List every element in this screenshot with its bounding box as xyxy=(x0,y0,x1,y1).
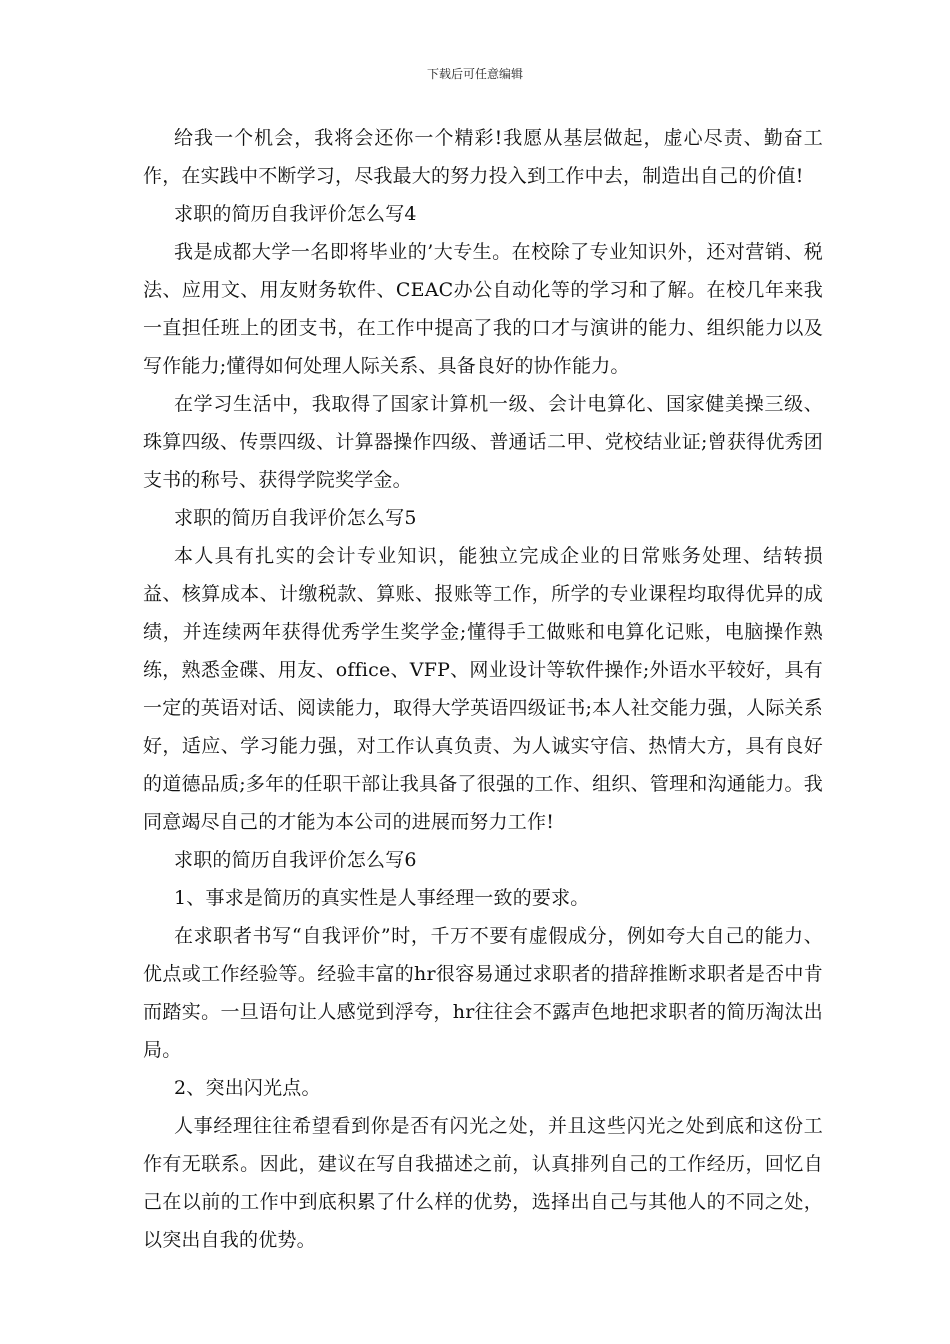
section-heading: 求职的简历自我评价怎么写5 xyxy=(174,507,417,529)
paragraph: 我是成都大学一名即将毕业的’大专生。在校除了专业知识外，还对营销、税法、应用文、用友财务软件、CEAC办公自动化等的学习和了解。在校几年来我一直担任班上的团支书，在工作中提高了我的口才与演讲的能力、组织能力以及写作能力;懂得如何处理人际关系、具备良好的协作能力。 xyxy=(143,241,823,377)
section-heading: 求职的简历自我评价怎么写4 xyxy=(174,203,417,225)
paragraph: 在求职者书写“自我评价”时，千万不要有虚假成分，例如夸大自己的能力、优点或工作经验等。经验丰富的hr很容易通过求职者的措辞推断求职者是否中肯而踏实。一旦语句让人感觉到浮夸，hr往往会不露声色地把求职者的简历淘汰出局。 xyxy=(143,925,823,1061)
section-heading: 求职的简历自我评价怎么写6 xyxy=(174,849,417,871)
page-header: 下载后可任意编辑 xyxy=(426,67,523,81)
paragraph: 在学习生活中，我取得了国家计算机一级、会计电算化、国家健美操三级、珠算四级、传票四级、计算器操作四级、普通话二甲、党校结业证;曾获得优秀团支书的称号、获得学院奖学金。 xyxy=(143,393,823,491)
paragraph: 给我一个机会，我将会还你一个精彩!我愿从基层做起，虚心尽责、勤奋工作，在实践中不断学习，尽我最大的努力投入到工作中去，制造出自己的价值! xyxy=(143,127,823,187)
paragraph: 人事经理往往希望看到你是否有闪光之处，并且这些闪光之处到底和这份工作有无联系。因此，建议在写自我描述之前，认真排列自己的工作经历，回忆自己在以前的工作中到底积累了什么样的优势，选择出自己与其他人的不同之处，以突出自我的优势。 xyxy=(143,1115,823,1251)
document-body xyxy=(143,119,823,1259)
paragraph: 2、突出闪光点。 xyxy=(174,1077,321,1099)
paragraph: 1、事求是简历的真实性是人事经理一致的要求。 xyxy=(174,887,590,909)
paragraph: 本人具有扎实的会计专业知识，能独立完成企业的日常账务处理、结转损益、核算成本、计缴税款、算账、报账等工作，所学的专业课程均取得优异的成绩，并连续两年获得优秀学生奖学金;懂得手工做账和电算化记账，电脑操作熟练，熟悉金碟、用友、office、VFP、网业设计等软件操作;外语水平较好，具有一定的英语对话、阅读能力，取得大学英语四级证书;本人社交能力强，人际关系好，适应、学习能力强，对工作认真负责、为人诚实守信、热情大方，具有良好的道德品质;多年的任职干部让我具备了很强的工作、组织、管理和沟通能力。我同意竭尽自己的才能为本公司的进展而努力工作! xyxy=(143,545,823,833)
